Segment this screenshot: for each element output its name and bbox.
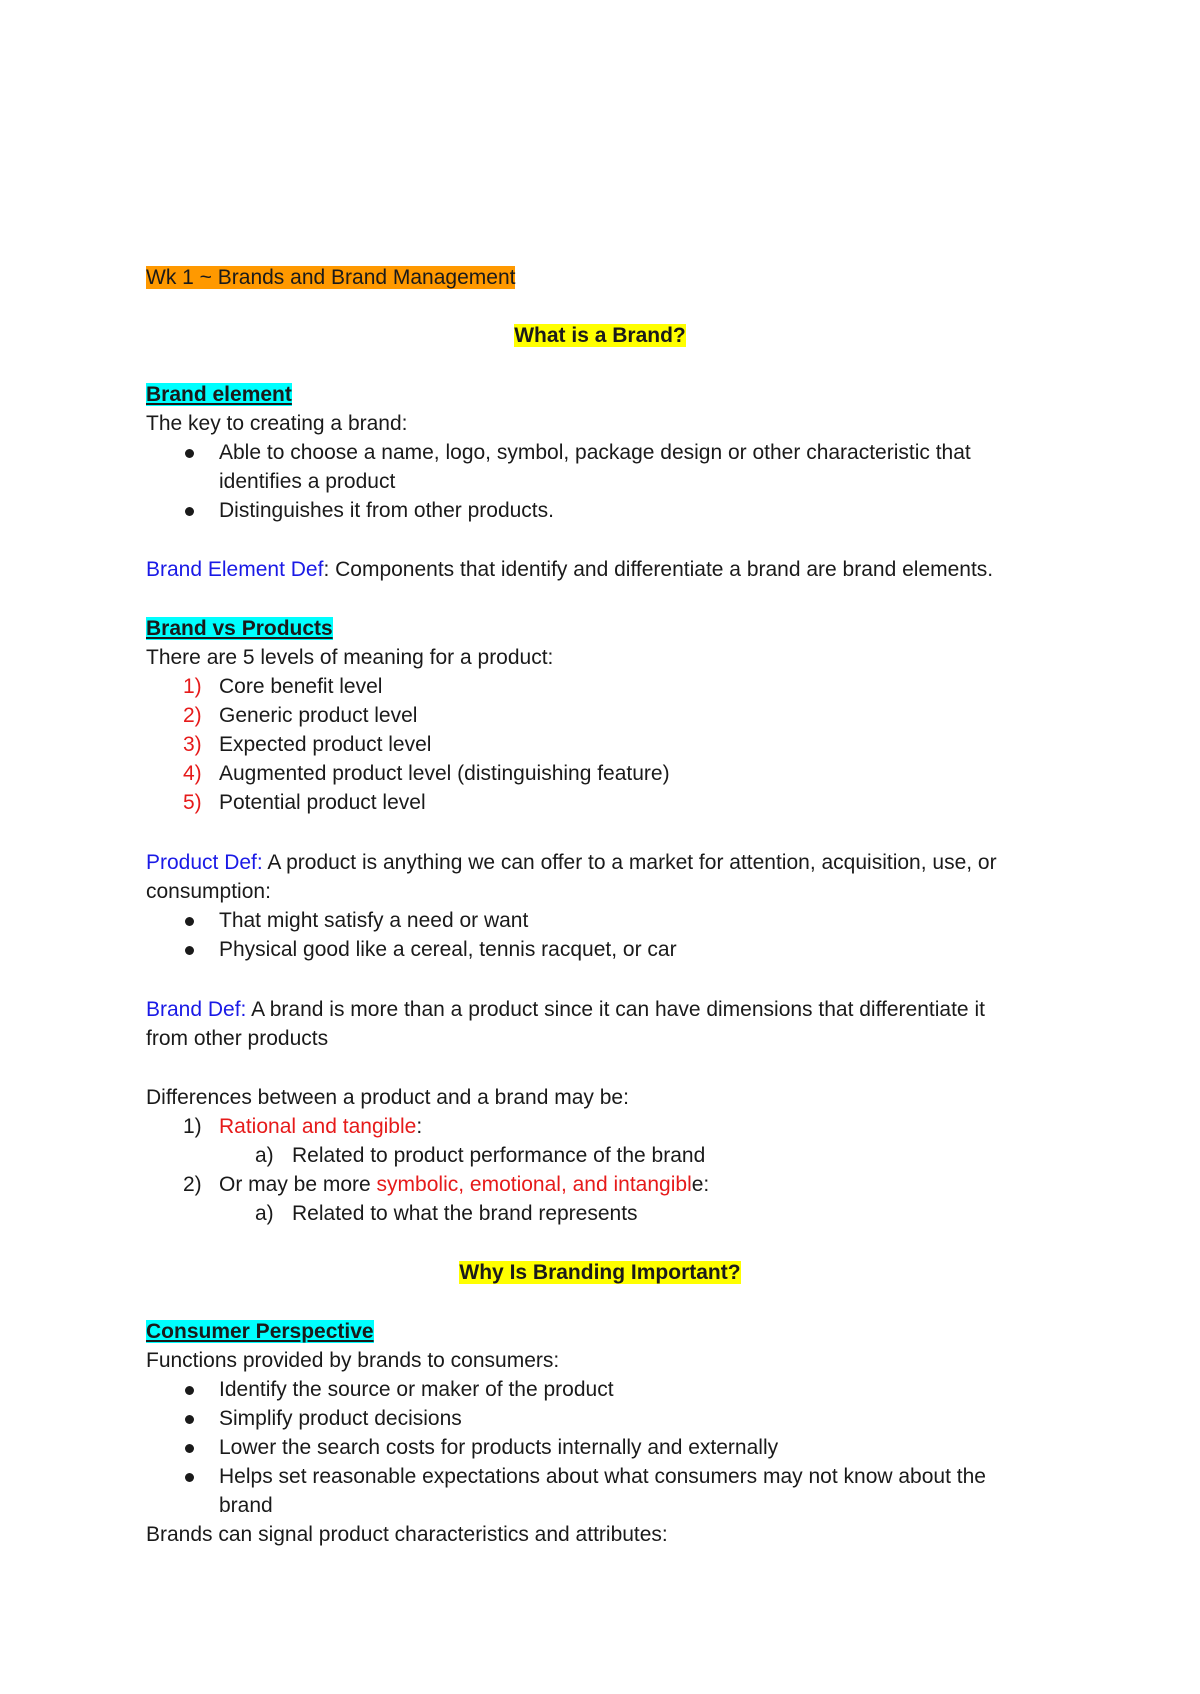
bullet-icon (185, 1415, 194, 1424)
list-item: Expected product level (219, 733, 432, 756)
brand-definition-continuation: from other products (146, 1027, 329, 1050)
product-definition-continuation: consumption: (146, 880, 271, 903)
brand-element-intro: The key to creating a brand: (146, 412, 408, 435)
consumer-intro: Functions provided by brands to consumers: (146, 1349, 560, 1372)
list-item-continuation: brand (219, 1494, 273, 1517)
list-item: Potential product level (219, 791, 426, 814)
section-heading-why-branding: Why Is Branding Important? (459, 1261, 741, 1284)
list-number: 4) (183, 762, 202, 785)
list-number: 2) (183, 1173, 202, 1196)
list-number: 1) (183, 675, 202, 698)
list-item: Distinguishes it from other products. (219, 499, 554, 522)
list-number: 3) (183, 733, 202, 756)
list-number: 5) (183, 791, 202, 814)
list-number: 2) (183, 704, 202, 727)
list-item: Augmented product level (distinguishing feature) (219, 762, 670, 785)
list-letter: a) (255, 1202, 274, 1225)
section-heading-what-is-brand: What is a Brand? (514, 324, 686, 347)
brand-element-definition: Brand Element Def: Components that identify and differentiate a brand are brand elements. (146, 558, 994, 581)
bullet-icon (185, 507, 194, 516)
list-item: Core benefit level (219, 675, 383, 698)
list-item: Generic product level (219, 704, 418, 727)
bullet-icon (185, 449, 194, 458)
list-item: That might satisfy a need or want (219, 909, 529, 932)
bullet-icon (185, 917, 194, 926)
list-item: Simplify product decisions (219, 1407, 462, 1430)
levels-intro: There are 5 levels of meaning for a product: (146, 646, 554, 669)
bullet-icon (185, 946, 194, 955)
bullet-icon (185, 1444, 194, 1453)
brand-element-heading: Brand element (146, 383, 292, 406)
list-item: Lower the search costs for products internally and externally (219, 1436, 779, 1459)
list-item: Physical good like a cereal, tennis racquet, or car (219, 938, 677, 961)
consumer-perspective-heading: Consumer Perspective (146, 1320, 374, 1343)
list-number: 1) (183, 1115, 202, 1138)
brand-definition: Brand Def: A brand is more than a product since it can have dimensions that differentiate it (146, 998, 985, 1021)
list-item: Able to choose a name, logo, symbol, package design or other characteristic that (219, 441, 971, 464)
week-title: Wk 1 ~ Brands and Brand Management (146, 266, 516, 289)
sub-list-item: Related to what the brand represents (292, 1202, 638, 1225)
list-item: Identify the source or maker of the product (219, 1378, 614, 1401)
product-definition: Product Def: A product is anything we can offer to a market for attention, acquisition, use, or (146, 851, 997, 874)
brand-vs-products-heading: Brand vs Products (146, 617, 333, 640)
list-item-continuation: identifies a product (219, 470, 396, 493)
list-item: Helps set reasonable expectations about what consumers may not know about the (219, 1465, 986, 1488)
bullet-icon (185, 1386, 194, 1395)
brands-signal-text: Brands can signal product characteristics and attributes: (146, 1523, 668, 1546)
bullet-icon (185, 1473, 194, 1482)
differences-intro: Differences between a product and a brand may be: (146, 1086, 629, 1109)
sub-list-item: Related to product performance of the brand (292, 1144, 706, 1167)
list-letter: a) (255, 1144, 274, 1167)
list-item: Rational and tangible: (219, 1115, 423, 1138)
list-item: Or may be more symbolic, emotional, and intangible: (219, 1173, 710, 1196)
